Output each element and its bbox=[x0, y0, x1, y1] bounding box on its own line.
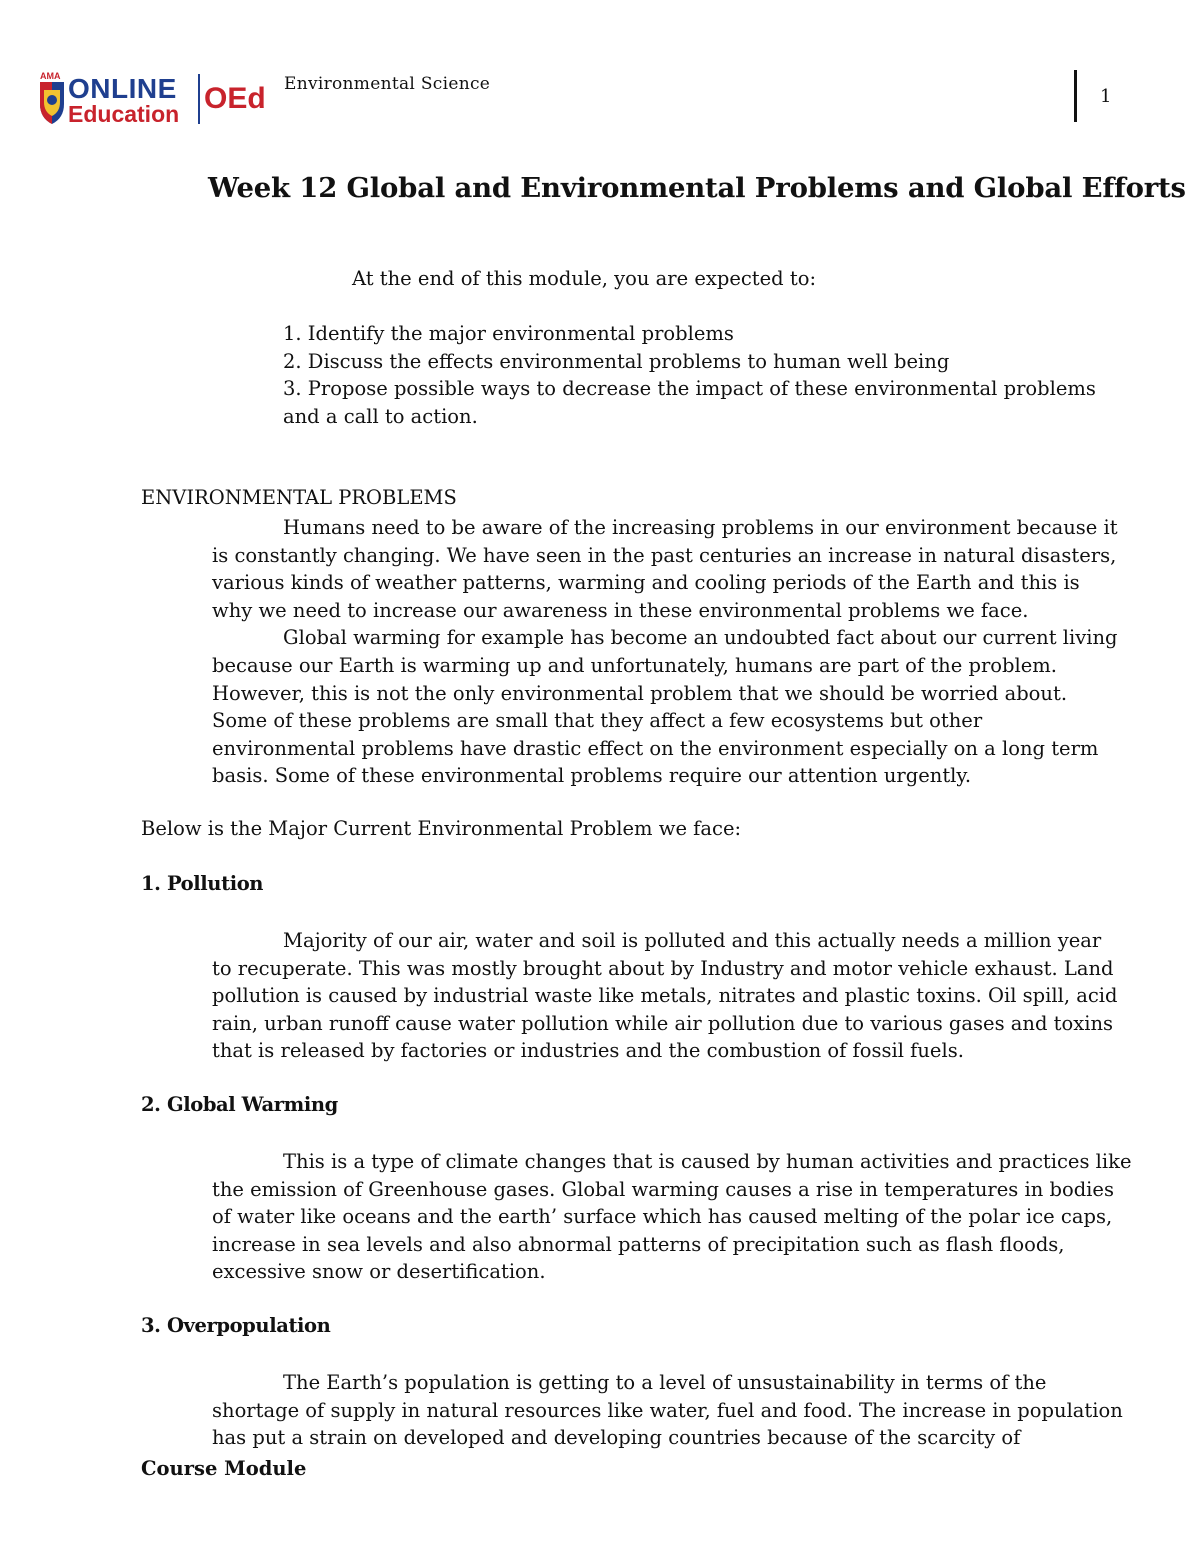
paragraph-line: Global warming for example has become an undoubted fact about our current living bbox=[283, 626, 1118, 650]
section-paragraph-global-warming bbox=[212, 1148, 1131, 1286]
objective-item: 1. Identify the major environmental problems bbox=[283, 322, 734, 345]
paragraph-line: increase in sea levels and also abnormal patterns of precipitation such as flash floods, bbox=[212, 1232, 1065, 1256]
section-heading-global-warming: 2. Global Warming bbox=[141, 1093, 338, 1116]
section-heading-overpopulation: 3. Overpopulation bbox=[141, 1314, 331, 1337]
paragraph-line: various kinds of weather patterns, warming and cooling periods of the Earth and this is bbox=[212, 571, 1080, 595]
paragraph-line: of water like oceans and the earth’ surface which has caused melting of the polar ice caps, bbox=[212, 1205, 1113, 1229]
paragraph-line: The Earth’s population is getting to a level of unsustainability in terms of the bbox=[283, 1371, 1047, 1394]
online-education-logo bbox=[36, 68, 276, 130]
section-heading-pollution: 1. Pollution bbox=[141, 872, 264, 895]
paragraph-line: Some of these problems are small that they affect a few ecosystems but other bbox=[212, 709, 983, 733]
paragraph-line: environmental problems have drastic effect on the environment especially on a long term bbox=[212, 736, 1099, 760]
header-divider bbox=[1074, 70, 1077, 122]
paragraph-line: pollution is caused by industrial waste like metals, nitrates and plastic toxins. Oil spill, acid bbox=[212, 984, 1118, 1008]
problems-lead-in: Below is the Major Current Environmental Problem we face: bbox=[141, 817, 742, 840]
intro-paragraph bbox=[212, 514, 1118, 790]
environmental-problems-heading: ENVIRONMENTAL PROBLEMS bbox=[141, 486, 457, 509]
paragraph-line: because our Earth is warming up and unfortunately, humans are part of the problem. bbox=[212, 653, 1057, 677]
logo-online-text: ONLINE bbox=[68, 73, 177, 104]
paragraph-line: excessive snow or desertification. bbox=[212, 1260, 546, 1284]
paragraph-line: is constantly changing. We have seen in the past centuries an increase in natural disasters, bbox=[212, 543, 1117, 567]
header-subject: Environmental Science bbox=[284, 74, 491, 94]
paragraph-line: to recuperate. This was mostly brought about by Industry and motor vehicle exhaust. Land bbox=[212, 956, 1114, 980]
paragraph-line: Majority of our air, water and soil is polluted and this actually needs a million year bbox=[283, 929, 1102, 952]
paragraph-line: the emission of Greenhouse gases. Global warming causes a rise in temperatures in bodies bbox=[212, 1177, 1114, 1201]
page-number: 1 bbox=[1100, 86, 1112, 107]
page-title: Week 12 Global and Environmental Problems and Global Efforts bbox=[208, 172, 1186, 204]
footer-course-module: Course Module bbox=[141, 1457, 307, 1480]
logo-badge-text: AMA bbox=[40, 71, 61, 81]
paragraph-line: that is released by factories or industries and the combustion of fossil fuels. bbox=[212, 1039, 964, 1063]
section-paragraph-pollution bbox=[212, 927, 1118, 1065]
section-paragraph-overpopulation bbox=[212, 1369, 1123, 1452]
paragraph-line: shortage of supply in natural resources like water, fuel and food. The increase in population bbox=[212, 1398, 1123, 1422]
paragraph-line: Humans need to be aware of the increasing problems in our environment because it bbox=[283, 516, 1118, 539]
objectives-intro: At the end of this module, you are expected to: bbox=[352, 267, 817, 290]
shield-icon bbox=[40, 82, 64, 124]
paragraph-line: has put a strain on developed and developing countries because of the scarcity of bbox=[212, 1426, 1021, 1450]
logo-oed-text: OEd bbox=[204, 82, 266, 115]
paragraph-line: basis. Some of these environmental problems require our attention urgently. bbox=[212, 764, 972, 788]
objective-item: and a call to action. bbox=[283, 404, 478, 428]
paragraph-line: This is a type of climate changes that is caused by human activities and practices like bbox=[283, 1150, 1132, 1173]
paragraph-line: rain, urban runoff cause water pollution while air pollution due to various gases and toxins bbox=[212, 1011, 1114, 1035]
objective-item: 2. Discuss the effects environmental problems to human well being bbox=[283, 349, 950, 373]
paragraph-line: why we need to increase our awareness in these environmental problems we face. bbox=[212, 598, 1029, 622]
objectives-list bbox=[283, 320, 1096, 430]
paragraph-line: However, this is not the only environmental problem that we should be worried about. bbox=[212, 681, 1068, 705]
logo-education-text: Education bbox=[68, 101, 180, 127]
objective-item: 3. Propose possible ways to decrease the impact of these environmental problems bbox=[283, 377, 1096, 401]
